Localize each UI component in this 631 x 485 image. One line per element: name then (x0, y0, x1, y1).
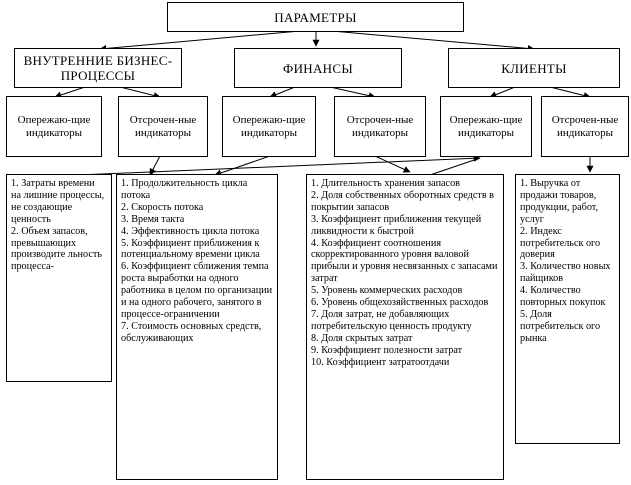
list-item: 3. Количество новых пайщиков (520, 261, 611, 285)
list-item: 5. Доля потребительск ого рынка (520, 308, 601, 344)
indicator-label: Опережаю-щие индикаторы (449, 113, 523, 139)
indicator-leading-internal (6, 96, 102, 157)
root-label: ПАРАМЕТРЫ (274, 9, 357, 25)
category-label: ВНУТРЕННИЕ БИЗНЕС-ПРОЦЕССЫ (23, 53, 173, 83)
list-item: 1. Длительность хранения запасов (311, 178, 460, 189)
list-item: 3. Время такта (121, 213, 185, 225)
list-item: 2. Доля собственных оборотных средств в покрытии запасов (311, 189, 494, 213)
list-item: 9. Коэффициент полезности затрат (311, 344, 463, 356)
indicator-label: Опережаю-щие индикаторы (232, 113, 306, 139)
list-item: 8. Доля скрытых затрат (311, 332, 413, 344)
category-label: ФИНАНСЫ (283, 60, 353, 76)
list-item: 1. Продолжительность цикла потока (121, 178, 248, 201)
list-item: 7. Доля затрат, не добавляющих потребительскую ценность продукту (311, 308, 472, 332)
list-item: 6. Коэффициент сближения темпа роста выработки на одного работника в целом по организации (121, 261, 273, 297)
list-item: 4. Количество повторных покупок (520, 285, 606, 309)
indicator-lagging-internal (118, 96, 208, 157)
indicator-leading-clients (440, 96, 532, 157)
list-item: 3. Коэффициент приближения текущей ликвидности к быстрой (311, 213, 482, 237)
list-item: 1. Выручка от продажи товаров, продукции, работ, услуг (520, 178, 599, 225)
list-item: 1. Затраты времени на лишние процессы, не создающие ценность (11, 178, 105, 225)
indicator-label: Отсрочен-ные индикаторы (551, 113, 619, 139)
category-label: КЛИЕНТЫ (501, 60, 567, 76)
indicator-label: Отсрочен-ные индикаторы (346, 113, 414, 139)
list-item: 5. Коэффициент приближения к потенциальному времени цикла (121, 237, 260, 261)
list-item: 6. Уровень общехозяйственных расходов (311, 297, 489, 309)
list-item: 7. Стоимость основных средств, обслуживающих (121, 320, 262, 344)
category-clients (448, 48, 620, 88)
list-item: 4. Эффективность цикла потока (121, 225, 260, 237)
indicator-lagging-clients (541, 96, 629, 157)
root-node (167, 2, 464, 32)
list-item: 4. Коэффициент соотношения скорректированного уровня валовой прибыли и уровня несвязанных с запасами затрат (311, 237, 498, 285)
list-internal-leading (6, 174, 112, 382)
list-internal-lagging (116, 174, 278, 480)
list-clients (515, 174, 620, 444)
list-item: 2. Индекс потребительск ого доверия (520, 225, 601, 261)
indicator-label: Отсрочен-ные индикаторы (129, 113, 197, 139)
list-finances (306, 174, 504, 480)
list-item: 10. Коэффициент затратоотдачи (311, 356, 450, 368)
list-item: 2. Объем запасов, превышающих производите льность процесса- (11, 225, 102, 273)
category-finances (234, 48, 402, 88)
indicator-lagging-finances (334, 96, 426, 157)
list-item: и на одного рабочего, занятого в процессе-ограничении (121, 297, 262, 320)
list-item: 5. Уровень коммерческих расходов (311, 285, 463, 297)
indicator-label: Опережаю-щие индикаторы (17, 113, 91, 139)
list-item: 2. Скорость потока (121, 201, 204, 213)
indicator-leading-finances (222, 96, 316, 157)
category-internal-processes (14, 48, 182, 88)
